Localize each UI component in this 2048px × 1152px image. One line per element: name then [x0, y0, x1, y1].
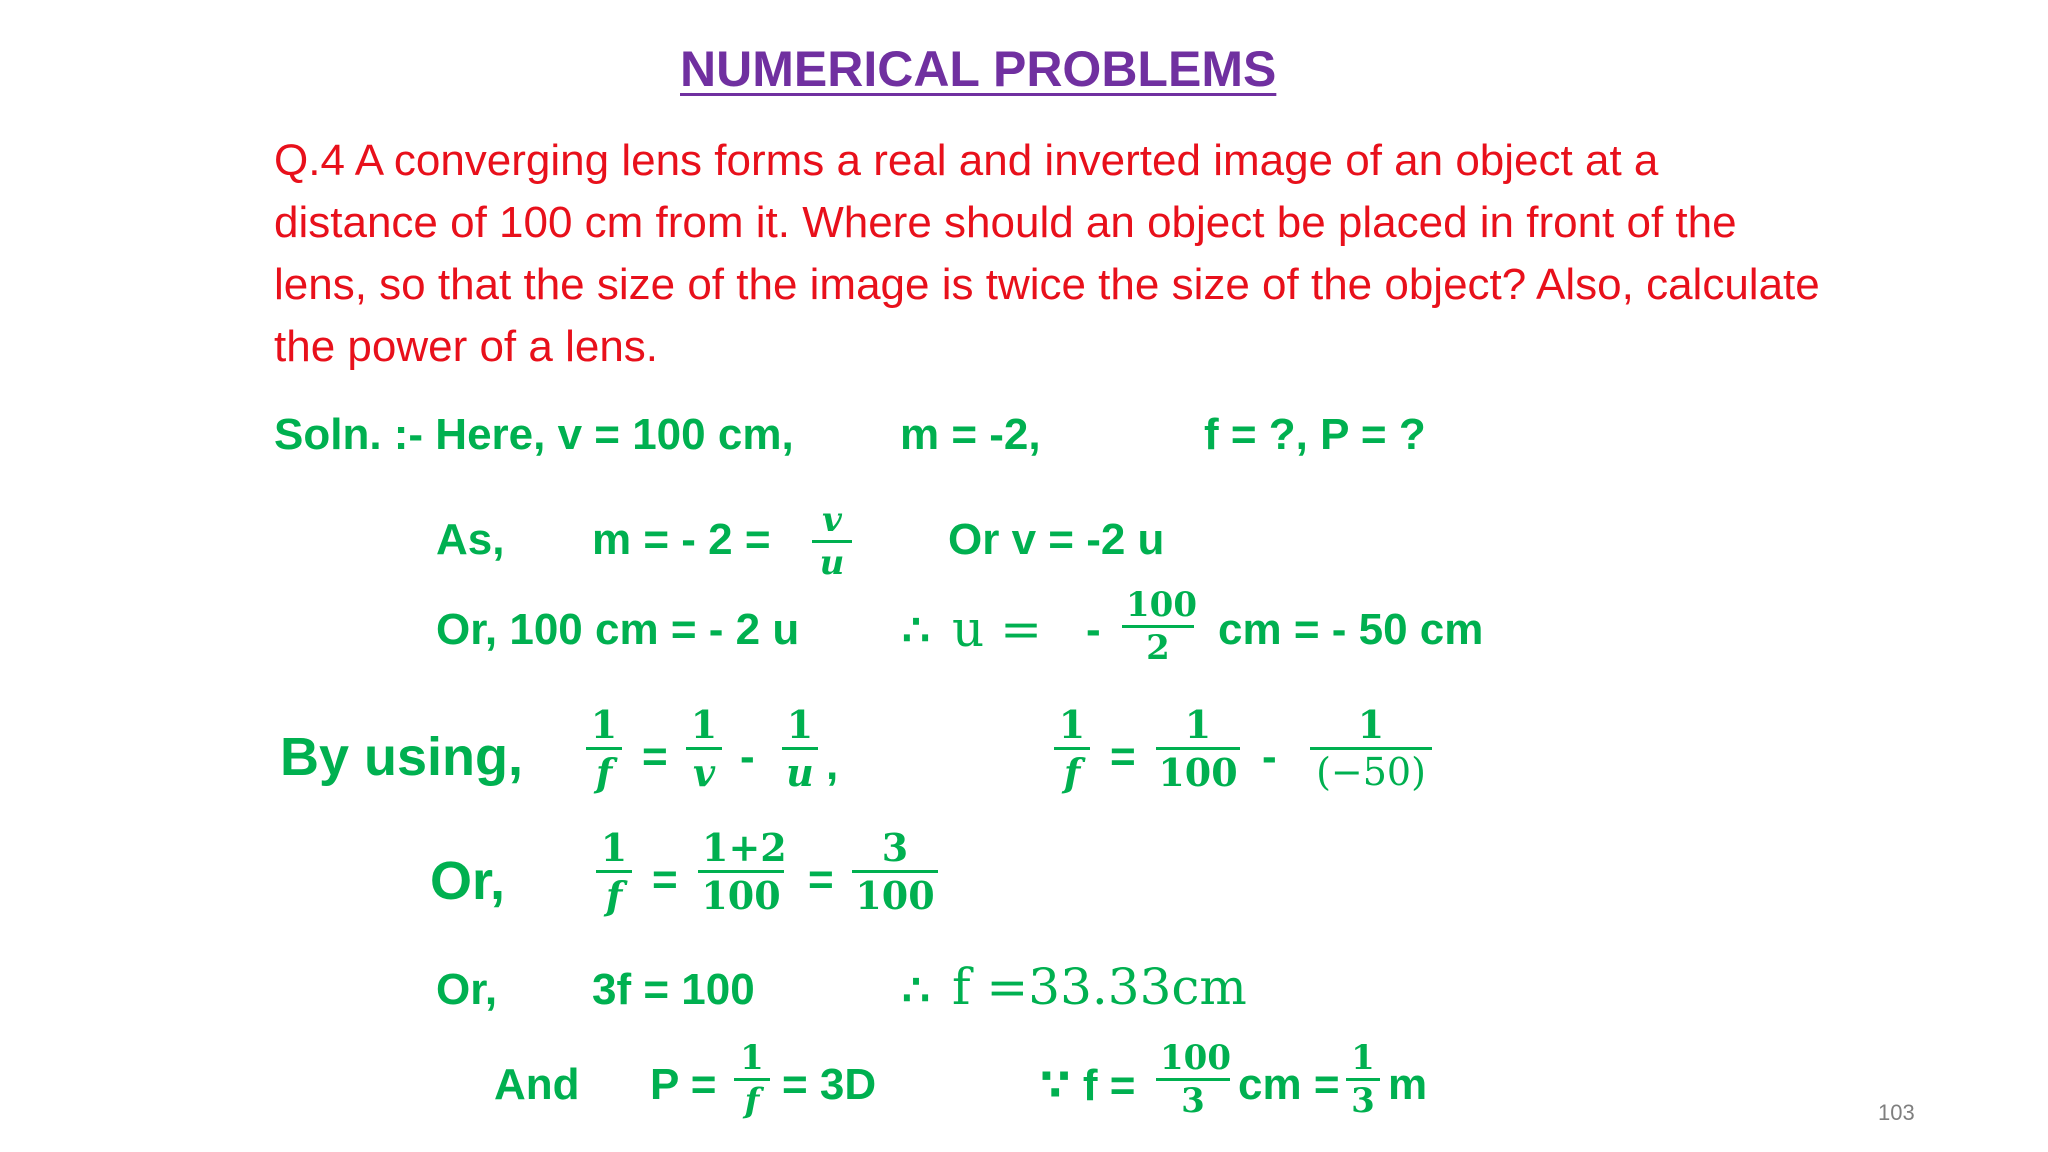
- step1-or-v: Or v = -2 u: [948, 515, 1165, 564]
- fraction-numerator: 1+2: [698, 825, 784, 873]
- fraction-numerator: 1: [734, 1038, 770, 1081]
- step4-sum-fraction: [698, 825, 787, 918]
- fraction-numerator: 100: [1122, 585, 1194, 628]
- fraction-denominator: 3: [1351, 1081, 1375, 1121]
- step2-equation: Or, 100 cm = - 2 u: [436, 605, 800, 654]
- equals-sign: =: [642, 732, 668, 781]
- step5-therefore-symbol: ∴: [902, 965, 930, 1016]
- solution-unknowns: f = ?, P = ?: [1204, 410, 1426, 459]
- fraction-numerator: 1: [1156, 702, 1240, 750]
- fraction-numerator: 1: [596, 825, 632, 873]
- fraction-numerator: 1: [586, 702, 622, 750]
- fraction-denominator: u: [786, 750, 814, 795]
- step5-or-label: Or,: [436, 965, 498, 1014]
- fraction-numerator: 1: [686, 702, 722, 750]
- lens-formula-1-over-f: [586, 702, 622, 795]
- lens-formula-1-over-u: [782, 702, 818, 795]
- power-equals: P =: [650, 1060, 717, 1109]
- step2-minus: -: [1086, 605, 1101, 654]
- step4-1-over-f: [596, 825, 632, 918]
- minus-sign: -: [1262, 732, 1277, 781]
- step1-magnification-eq: m = - 2 =: [592, 515, 771, 564]
- minus-sign: -: [740, 732, 755, 781]
- fraction-denominator: f: [605, 873, 623, 918]
- cm-equals: cm =: [1238, 1060, 1340, 1109]
- fraction-denominator: 100: [701, 873, 781, 918]
- fraction-denominator: 2: [1146, 628, 1170, 668]
- step2-u-equals: u =: [952, 600, 1042, 658]
- because-f-equals: ∵ f =: [1040, 1061, 1136, 1110]
- fraction-numerator: 1: [1310, 702, 1432, 750]
- fraction-denominator: 100: [855, 873, 935, 918]
- f-1-over-3: [1346, 1038, 1380, 1121]
- substitution-1-over-100: [1156, 702, 1240, 795]
- step2-therefore-symbol: ∴: [902, 605, 930, 656]
- solution-magnification: m = -2,: [900, 410, 1041, 459]
- fraction-denominator: (−50): [1316, 750, 1426, 794]
- fraction-denominator: u: [819, 543, 845, 583]
- page-number: 103: [1878, 1100, 1915, 1125]
- fraction-numerator: v: [812, 500, 852, 543]
- step6-and-label: And: [494, 1060, 580, 1109]
- equals-sign: =: [652, 855, 678, 904]
- fraction-denominator: f: [744, 1081, 760, 1121]
- fraction-numerator: 1: [1346, 1038, 1380, 1081]
- equals-sign: =: [808, 855, 834, 904]
- power-1-over-f: [734, 1038, 770, 1121]
- fraction-denominator: v: [692, 750, 716, 795]
- fraction-denominator: f: [1063, 750, 1081, 795]
- step1-as-label: As,: [436, 515, 505, 564]
- step3-by-using-label: By using,: [280, 727, 524, 787]
- power-result: = 3D: [782, 1060, 877, 1109]
- equals-sign: =: [1110, 732, 1136, 781]
- substitution-1-over-f: [1054, 702, 1090, 795]
- step5-equation: 3f = 100: [592, 965, 755, 1014]
- lens-formula-1-over-v: [686, 702, 722, 795]
- question-text: Q.4 A converging lens forms a real and inverted image of an object at a distance of 100 cm from it. Where should an object be placed in front of the lens, so that the size of the image is twice the size of the object? Also, calculate the power of a lens.: [274, 136, 1820, 371]
- f-100-over-3: [1156, 1038, 1230, 1121]
- comma: ,: [826, 740, 839, 789]
- step4-or-label: Or,: [430, 851, 506, 911]
- focal-length-result: f =33.33cm: [952, 958, 1247, 1016]
- fraction-numerator: 100: [1156, 1038, 1230, 1081]
- page-title: NUMERICAL PROBLEMS: [680, 41, 1277, 97]
- fraction-numerator: 1: [782, 702, 818, 750]
- meter-unit: m: [1388, 1060, 1428, 1109]
- substitution-1-over-neg50: [1310, 702, 1432, 794]
- step2-fraction: [1122, 585, 1197, 668]
- step1-v-over-u-fraction: [812, 500, 852, 583]
- step2-result: cm = - 50 cm: [1218, 605, 1484, 654]
- fraction-numerator: 1: [1054, 702, 1090, 750]
- solution-given: Soln. :- Here, v = 100 cm,: [274, 410, 794, 459]
- fraction-denominator: 3: [1181, 1081, 1205, 1121]
- fraction-numerator: 3: [852, 825, 938, 873]
- step4-result-fraction: [852, 825, 938, 918]
- fraction-denominator: f: [595, 750, 613, 795]
- fraction-denominator: 100: [1158, 750, 1238, 795]
